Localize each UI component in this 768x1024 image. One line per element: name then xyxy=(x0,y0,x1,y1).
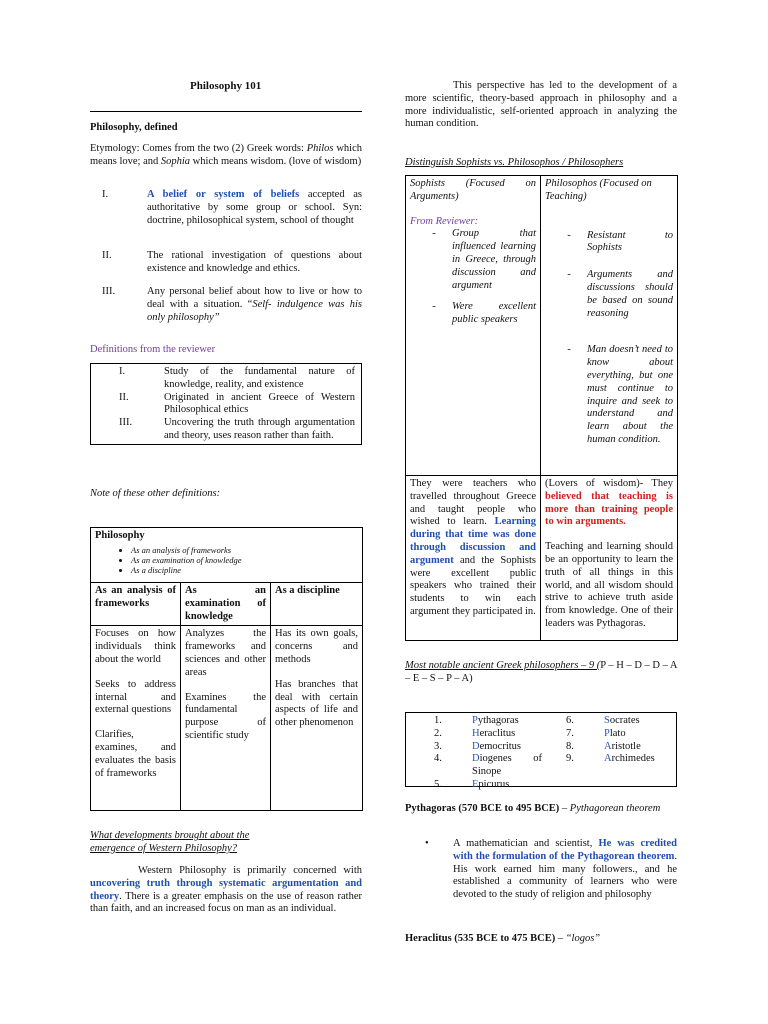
sophists-table xyxy=(405,175,678,641)
note-heading: Note of these other definitions: xyxy=(90,488,221,499)
pythagoras-bullet: • A mathematician and scientist, He was credited with the formulation of the Pythagorean theorem. His work earned him many followers., and he established a community of learners who were devoted to the study of religion and philosophy xyxy=(425,838,677,901)
heraclitus-heading: Heraclitus (535 BCE to 475 BCE) – “logos” xyxy=(405,933,601,944)
developments-question: What developments brought about the emergence of Western Philosophy? xyxy=(90,830,250,854)
developments-paragraph: Western Philosophy is primarily concerned with uncovering truth through systematic argumentation and theory. There is a greater emphasis on the use of reason rather than faith, and an increased focus on man as an individual. xyxy=(90,865,362,915)
knowledge-column: Analyzes the frameworks and sciences and other areas Examines the fundamental purpose of scientific study xyxy=(181,626,271,811)
notable-heading: Most notable ancient Greek philosophers – 9 (P – H – D – D – A – E – S – P – A) xyxy=(405,660,677,684)
reviewer-heading: Definitions from the reviewer xyxy=(90,344,216,355)
definition-2: II. The rational investigation of questions about existence and knowledge and ethics. xyxy=(102,250,362,274)
section-heading: Philosophy, defined xyxy=(90,122,178,133)
philosophers-list-box xyxy=(405,712,677,790)
sophists-column: Sophists (Focused on Arguments) From Reviewer: - Group that influenced learning in Greece, through discussion and argument - Were excellent public speakers xyxy=(406,176,541,476)
reviewer-definitions-box: I. Study of the fundamental nature of knowledge, reality, and existence II. Originated in ancient Greece of Western Philosophical ethics III. Uncovering the truth through argumentation and theory, uses reason rather than faith. xyxy=(90,363,362,445)
intro-paragraph: This perspective has led to the development of a more scientific, theory-based approach in philosophy and a more individualistic, self-oriented approach in analyzing the human condition. xyxy=(405,80,677,130)
discipline-column: Has its own goals, concerns and methods Has branches that deal with certain aspects of life and other phenomenon xyxy=(271,626,363,811)
pythagoras-heading: Pythagoras (570 BCE to 495 BCE) – Pythagorean theorem xyxy=(405,803,661,814)
philosophos-column: Philosophos (Focused on Teaching) - Resistant to Sophists - Arguments and discussions should be based on sound reasoning - Man doesn’t need to know about everything, but one must continue to inquire and seek to understand and learn about the human condition. xyxy=(541,176,678,476)
definition-1: I. A belief or system of beliefs accepted as authoritative by some group or school. Syn: doctrine, philosophical system, school of thought xyxy=(102,189,362,226)
bullet-icon: • xyxy=(425,838,429,849)
philosophy-table-title-cell: Philosophy • As an analysis of frameworks • As an examination of knowledge • As a discipline xyxy=(91,528,363,583)
page-title: Philosophy 101 xyxy=(190,80,262,92)
philosophos-description: (Lovers of wisdom)- They believed that teaching is more than training people to win arguments. Teaching and learning should be an opportunity to learn the truth of all things in this world, and all wisdom should strive to achieve truth aside from knowledge. One of their leaders was Pythagoras. xyxy=(541,476,678,641)
definition-3: III. Any personal belief about how to live or how to deal with a situation. “Self- indulgence was his only philosophy” xyxy=(102,286,362,323)
etymology-paragraph: Etymology: Comes from the two (2) Greek words: Philos which means love; and Sophia which means wisdom. (love of wisdom) xyxy=(90,143,362,167)
distinguish-heading: Distinguish Sophists vs. Philosophos / Philosophers xyxy=(405,157,624,168)
philosophers-list-right: 6. Socrates 7. Plato 8. Aristotle 9. Archimedes xyxy=(566,715,655,765)
philosophy-table: Philosophy • As an analysis of frameworks • As an examination of knowledge • As a discipline As an analysis of frameworks As an examination of knowledge As a discipline Focuses on how individuals think about the world Seeks to address internal and external questions Clarifies, examines, and evaluates the basis of frameworks Analyzes the frameworks and sciences and other areas Examines the fundamental purpose of scientific study Has its own goals, concerns and methods Has branches that deal with certain aspects of life and other phenomenon xyxy=(90,527,363,811)
sophists-description: They were teachers who travelled throughout Greece and taught people who wished to learn. Learning during that time was done through discussion and argument and the Sophists were excellent public speakers who trained their students to win each argument they participated in. xyxy=(406,476,541,641)
title-divider xyxy=(90,111,362,112)
philosophers-list-left: 1. Pythagoras 2. Heraclitus 3. Democritus 4. Diogenes of Sinope 5. Epicurus xyxy=(434,715,542,790)
framework-column: Focuses on how individuals think about the world Seeks to address internal and external questions Clarifies, examines, and evaluates the basis of frameworks xyxy=(91,626,181,811)
